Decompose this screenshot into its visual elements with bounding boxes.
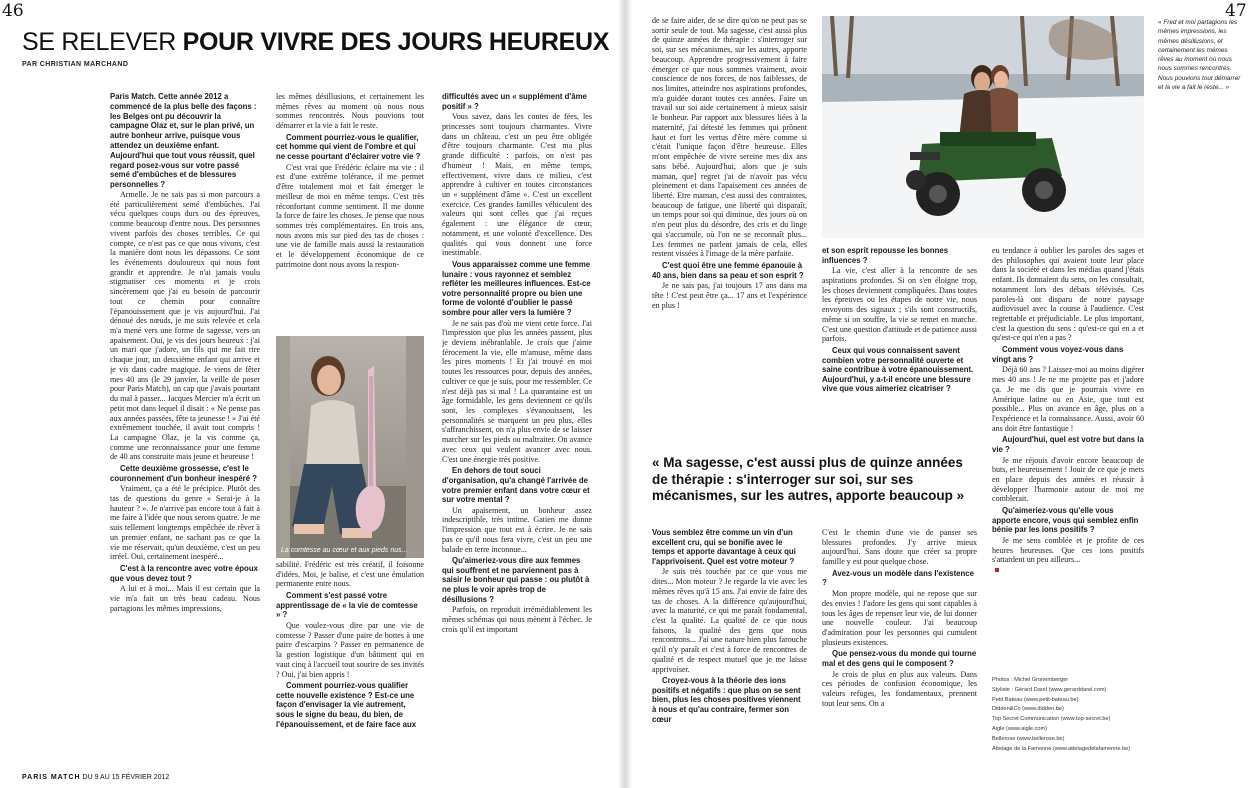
paragraph: eu tendance à oublier les paroles des sages et des philosophes qui avaient toute leur place dans la société et dans les médias quand j'étais enfant. Ils donnaient du sens, on les consultait, notamment lors des débats télévisés. Ces paroles-là ont disparu de notre paysage audiovisuel avec la course à l'audience. C'est regrettable et préjudiciable. Le plus important, c'est la question du sens : qu'est-ce qui en a et qu'est-ce qui n'en a pas ? <box>992 246 1144 343</box>
title-bold: POUR VIVRE DES JOURS HEUREUX <box>182 28 610 56</box>
lead-paragraph: Paris Match. Cette année 2012 a commencé de la plus belle des façons : les Belges ont pu découvrir la campagne Olaz et, sur le plan privé, un autre bonheur arrive, puisque vous attendez un deuxième enfant. Aujourd'hui que tout vous réussit, quel regard posez-vous sur votre passé semé d'embûches et de blessures personnelles ? <box>110 92 257 190</box>
quad-photo <box>822 16 1144 238</box>
credit-line: Aigle (www.aigle.com) <box>992 725 1048 732</box>
text-column-4 <box>652 16 807 446</box>
snow-scene-illustration <box>822 16 1144 238</box>
interview-question: Cette deuxième grossesse, c'est le couronnement d'un bonheur inespéré ? <box>110 464 257 483</box>
paragraph: Je ne sais pas d'où me vient cette force. J'ai l'impression que plus les années passent, plus je deviens inébranlable. Je crois que j'aime férocement la vie, elle m'amuse, même dans les pires moments ! Et j'ai trouvé en moi toutes les ressources pour, depuis des années, cultiver ce que je suis, pour me ressembler. Ce n'est déjà pas si mal ! La quarantaine est un âge formidable, les gens deviennent ce qu'ils sont, les complexes s'évanouissent, les personnalités se marquent un peu plus, elles s'affranchissent, on n'a plus envie de se laisser marcher sur les pieds ou maltraiter. On avance avec ceux qui veulent avancer avec nous. C'est une énergie très positive. <box>442 318 592 464</box>
paragraph: A lui et à moi... Mais il est certain que la vie m'a fait un très beau cadeau. Nous partagions les mêmes impressions, <box>110 584 260 613</box>
credit-line: Didden&Co (www.didden.be) <box>992 706 1064 713</box>
paragraph: C'est vrai que Frédéric éclaire ma vie : il est d'une extrême tolérance, il me permet d'être totalement moi et fait émerger le meilleur de moi en même temps. C'est très réconfortant comme sentiment. Il me donne la force de faire les choses. Je pense que nous sommes très complémentaires. En trois ans, nous avons mis sur pied des tas de choses : une vie de famille mais aussi la restauration et le développement économique de ce patrimoine dont nous avons la respon- <box>276 162 424 269</box>
text-column-5 <box>822 246 977 446</box>
article-title <box>22 28 609 57</box>
pull-quote: « Ma sagesse, c'est aussi plus de quinze années de thérapie : s'interroger sur soi, sur ses mécanismes, sur les autres, apporte beaucoup » <box>652 455 965 503</box>
paragraph: Je suis très touchée par ce que vous me dites... Mon moteur ? Je regarde la vie avec les mêmes rêves qu'à 15 ans. J'ai envie de faire des tas de choses. A la différence qu'aujourd'hui, avec la maturité, ce qui me paraît fondamental, c'est la qualité. La qualité de ce que nous faisons, la qualité des gens que nous rencontrons... J'ai une nature bien plus farouche qu'il n'y paraît et c'est à force de rencontres de qualité et de respect mutuel que je me laisse apprivoiser. <box>652 567 807 674</box>
interview-question: C'est à la rencontre avec votre époux que vous devez tout ? <box>110 564 258 583</box>
text-column-2-top <box>276 92 424 328</box>
interview-question: Aujourd'hui, quel est votre but dans la vie ? <box>992 435 1144 454</box>
credit-line: Petit Bateau (www.petit-bateau.be) <box>992 696 1079 703</box>
portrait-illustration <box>276 336 424 558</box>
paragraph: Mon propre modèle, qui ne repose que sur des envies ! J'adore les gens qui sont capables à tous les âges de repenser leur vie, de lui donner une nouvelle couleur. J'ai beaucoup d'admiration pour les personnes qui cumulent plusieurs existences. <box>822 589 977 647</box>
text-column-8 <box>822 528 977 772</box>
paragraph: La vie, c'est aller à la rencontre de ses aspirations profondes. Si on s'en éloigne trop, les choses deviennent compliquées. Dans toutes les épreuves ou les étapes de notre vie, nous envoyons des signaux ; s'ils sont constructifs, même si on souffre, la vie se remet en marche. C'est une question d'attitude et de patience aussi parfois. <box>822 266 977 344</box>
paragraph: Je me sens comblée et je profite de ces heures heureuses. Que ces ions positifs s'attardent un peu ailleurs... <box>992 535 1144 565</box>
paragraph: de se faire aider, de se dire qu'on ne peut pas se sortir seule de tout. Ma sagesse, c'est aussi plus de quinze années de thérapie : s'interroger sur soi, sur ses mécanismes, sur les autres, apporte beaucoup. Apprendre progressivement à faire émerger ce que nous sommes vraiment, avoir conscience de nos forces, de nos faiblesses, de nos limites, atteindre nos aspirations profondes, m'a guidée durant toutes ces années. Faire un travail sur soi aide certainement à mieux saisir le bonheur. Par rapport aux blessures liées à la maternité, j'ai détesté les femmes qui prônent haut et fort les vertus d'être mère comme si c'était l'unique façon d'être heureuse. Elles m'ont empêchée de vivre sereine mes dix ans sans bébé. Aujourd'hui, alors que je suis maman, que] regret j'ai de n'avoir pas vécu pleinement et dans l'apaisement ces années de liberté. Etre maman, c'est aussi des contraintes, beaucoup de fatigue, une liberté qui disparaît, un temps pour soi qui diminue, des jours où on n'en peut plus du désordre, des cris et du linge qui s'accumule, où l'on ne se reconnaît plus... Les femmes ne parlent jamais de cela, elles restent vissées à l'image de la mère parfaite. <box>652 16 807 259</box>
interview-question: Que pensez-vous du monde qui tourne mal et des gens qui le composent ? <box>822 649 977 668</box>
paragraph: les mêmes désillusions, et certainement les mêmes rêves au moment où nous nous sommes rencontrés. Nous pouvions tout démarrer et la vie a fait le reste. <box>276 92 424 131</box>
footer-brand: PARIS MATCH <box>22 774 81 781</box>
paragraph: Vous savez, dans les contes de fées, les princesses sont toujours charmantes. Vivre dans un château, c'est un peu être obligée d'être toujours charmante. C'est ma plus grande difficulté : parfois, on n'est pas d'humeur ! Mais, en même temps, effectivement, vivre dans ce milieu, c'est apprendre à cultiver en toutes circonstances un « supplément d'âme ». C'est un excellent exercice. Ces grandes familles véhiculent des valeurs qui sont celles que j'ai reçues également : une élégance de cœur, notamment, et une volonté d'excellence. Des qualités qui vous donnent une force inestimable. <box>442 112 592 258</box>
interview-question: Vous apparaissez comme une femme lunaire : vous rayonnez et semblez refléter les meilleures influences. Est-ce votre personnalité propre ou bien une forme de volonté d'oublier le passé sombre pour aller vers la lumière ? <box>442 259 591 317</box>
interview-question: Avez-vous un modèle dans l'existence ? <box>822 568 974 588</box>
footer-date: DU 9 AU 15 FÉVRIER 2012 <box>80 774 170 781</box>
credit-line: Top Secret Communication (www.top-secret.be) <box>992 716 1111 723</box>
interview-question: Ceux qui vous connaissent savent combien votre personnalité ouverte et saine contribue à votre épanouissement. Aujourd'hui, y a-t-il encore une blessure vive que vous aimeriez cicatriser ? <box>822 345 974 394</box>
credit-line: Photos : Michel Gronemberger <box>992 677 1069 683</box>
page-number-left: 46 <box>2 1 24 21</box>
interview-question: C'est quoi être une femme épanouie à 40 ans, bien dans sa peau et son esprit ? <box>652 260 804 280</box>
interview-question: Comment pourriez-vous qualifier cette nouvelle existence ? Est-ce une façon d'envisager la vie autrement, sous le signe du beau, du bien, de l'épanouissement, et de faire face aux <box>276 681 417 729</box>
credit-line: Bellerose (www.bellerose.be) <box>992 735 1065 742</box>
interview-question: Qu'aimeriez-vous qu'elle vous apporte encore, vous qui semblez enfin bénie par les ions positifs ? <box>992 506 1139 535</box>
credit-line: Attelage de la Famenne (www.attelagedelafamenne.be) <box>992 745 1131 752</box>
paragraph: Je ne sais pas, j'ai toujours 17 ans dans ma tête ! C'est peut être ça... 17 ans et l'expérience en plus ! <box>652 281 807 310</box>
paragraph: sabilité. Frédéric est très créatif, il foisonne d'idées. Moi, je balise, et c'est une émulation permanente entre nous. <box>276 560 424 589</box>
page-number-right: 47 <box>1225 1 1247 21</box>
photo-credits <box>992 676 1192 754</box>
credit-line: Styliste : Gérard Darel (www.gerarddarel.com) <box>992 686 1107 693</box>
byline: PAR CHRISTIAN MARCHAND <box>22 61 129 68</box>
paragraph: Un apaisement, un bonheur assez indescriptible, très intime. Gatien me donne l'impression que tout est à écrire. Je ne sais pas ce qu'il nous fera vivre, c'est un peu une balade en terre inconnue... <box>442 505 592 554</box>
paragraph: Que voulez-vous dire par une vie de comtesse ? Passer d'une paire de bottes à une paire d'escarpins ? Passer en permanence de la gestion logistique d'un bâtiment qui en vaut cinq à l'accueil tout sourire de ses invités ? Oui, j'ai bien appris ! <box>276 620 424 679</box>
paragraph: Armelle. Je ne sais pas si mon parcours a été particulièrement semé d'embûches. J'ai vécu quelques coups durs ou des épreuves, comme beaucoup d'entre nous. Des personnes vivent parfois des choses terribles. Ce qui compte, ce n'est pas ce que nous vivons, c'est la manière dont nous les dépassons. Ce sont les événements douloureux qui nous font grandir et apprendre. Je n'ai jamais voulu stigmatiser ces moments et je crois sincèrement que j'ai eu besoin de parcourir tout ce chemin pour connaître l'épanouissement que je vis aujourd'hui. J'ai dénoué des nœuds, je me suis relevée et cela m'a mené vers une forme de sagesse, vers un apaisement. Oui, je vis des jours heureux : j'ai un mari que j'adore, un fils qui me fait rire chaque jour, un deuxième enfant qui arrive et je vis dans cadre magique. Je viens de fêter mes 40 ans (le 29 janvier, la veille de poser pour Paris Match), un cap que j'avais pourtant du mal à passer... Jacques Mercier m'a écrit un petit mot dans lequel il disait : « Ne pense pas aux années passées, fête ta jeunesse ! » J'ai été extrêmement touchée, il avait tout compris ! La campagne Olaz, je la vis comme ça, comme une reconnaissance pour une femme de 40 ans construite mais jeune et heureuse ! <box>110 189 260 462</box>
interview-question: Croyez-vous à la théorie des ions positifs et négatifs : que plus on se sent bien, plus les choses positives viennent à nous et qu'au contraire, fermer son cœur <box>652 676 801 724</box>
paragraph: Vraiment, ça a été le précipice. Plutôt des tas de questions du genre « Serai-je à la hauteur ? ». Je n'arrive pas encore tout à fait à me faire à l'idée que nous serons quatre. Je me suis tellement longtemps empêchée de rêver à un premier enfant, ne sachant pas ce que la vie me réservait, qu'un deuxième, c'est un peu irréel. Oui, certainement inespéré... <box>110 484 260 562</box>
text-column-2-bottom <box>276 560 424 772</box>
text-column-6 <box>992 246 1144 666</box>
paragraph: Je crois de plus en plus aux valeurs. Dans ces périodes de confusion économique, les valeurs refuges, les fondamentaux, prennent tout leur sens. On a <box>822 669 977 708</box>
interview-question: Comment vous voyez-vous dans vingt ans ? <box>992 345 1124 364</box>
interview-question: et son esprit repousse les bonnes influences ? <box>822 246 949 265</box>
paragraph: Je me réjouis d'avoir encore beaucoup de buts, et heureusement ! Jouir de ce que je mets en place depuis des années et réussir à développer l'harmonie autour de moi me comblerait. <box>992 455 1144 504</box>
title-light: SE RELEVER <box>22 28 183 56</box>
paragraph: Déjà 60 ans ? Laissez-moi au moins digérer mes 40 ans ! Je ne me projette pas et j'adore ça. Je me dis que je pourrais vivre en Amérique latine ou en Asie, que tout est possible... Plus on avance en âge, plus on a l'expérience et la connaissance. Aussi, avoir 60 ans doit être fantastique ! <box>992 365 1144 433</box>
interview-question: En dehors de tout souci d'organisation, qu'a changé l'arrivée de votre premier enfant dans votre cœur et sur votre mental ? <box>442 466 590 505</box>
page-gutter <box>618 0 632 788</box>
side-quote: « Fred et moi partagions les mêmes impressions, les mêmes désillusions, et certainement les mêmes rêves au moment où nous nous sommes rencontrés. Nous pouvions tout démarrer et la vie a fait le reste... » <box>1158 19 1241 92</box>
text-column-3 <box>442 92 592 772</box>
interview-question: difficultés avec un « supplément d'âme positif » ? <box>442 92 587 111</box>
page-footer <box>22 774 169 781</box>
interview-question: Comment pourriez-vous le qualifier, cet homme qui vient de l'ombre et qui ne cesse pourtant d'éclairer votre vie ? <box>276 132 421 162</box>
interview-question: Qu'aimeriez-vous dire aux femmes qui souffrent et ne parviennent pas à saisir le bonheur qui passe : ou plutôt à ne plus le voir après trop de désillusions ? <box>442 556 590 604</box>
interview-question: Comment s'est passé votre apprentissage de « la vie de comtesse » ? <box>276 591 418 620</box>
portrait-photo <box>276 336 424 558</box>
photo-caption: La comtesse au cœur et aux pieds nus... <box>281 547 408 554</box>
paragraph: C'est le chemin d'une vie de panser ses blessures profondes. J'y arrive mieux aujourd'hui. Sans doute que créer sa propre famille y est pour quelque chose. <box>822 528 977 567</box>
end-mark <box>995 568 999 572</box>
interview-question: Vous semblez être comme un vin d'un excellent cru, qui se bonifie avec le temps et apporte davantage à ceux qui l'apprivoisent. Quel est votre moteur ? <box>652 528 796 566</box>
text-column-7 <box>652 528 807 772</box>
paragraph: Parfois, on reproduit irrémédiablement les mêmes schémas qui nous mènent à l'échec. Je crois qu'il est important <box>442 605 592 634</box>
text-column-1 <box>110 92 260 770</box>
